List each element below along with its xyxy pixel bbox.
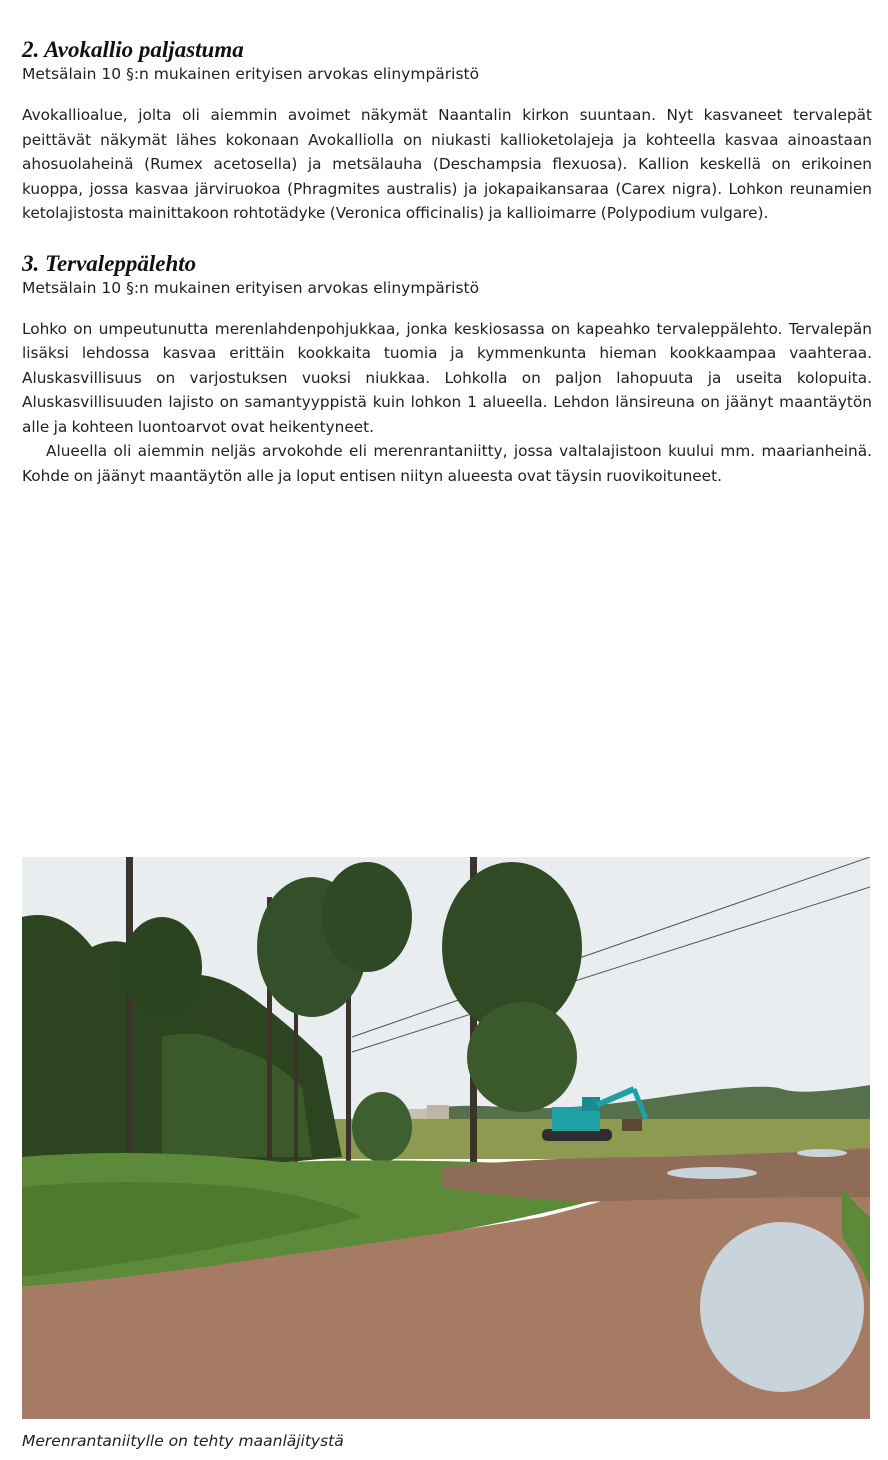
shrub [352,1092,412,1162]
figure-caption: Merenrantaniitylle on tehty maanläjitystä [22,1432,344,1450]
section-3-title: 3. Tervaleppälehto [22,250,197,276]
landscape-photo [22,857,870,1419]
section-3-subtitle: Metsälain 10 §:n mukainen erityisen arvokas elinympäristö [22,278,480,297]
puddle [797,1149,847,1157]
section-3-paragraph-1: Lohko on umpeutunutta merenlahdenpohjukkaa, jonka keskiosassa on kapeahko tervaleppälehto. Tervalepän lisäksi lehdossa kasvaa erittäin kookkaita tuomia ja kymmenkunta hieman kookkaampaa vaahteraa. Aluskasvillisuus on varjostuksen vuoksi niukkaa. Lohkolla on paljon lahopuuta ja useita kolopuita. Aluskasvillisuuden lajisto on samantyyppistä kuin lohkon 1 alueella. Lehdon länsireuna on jäänyt maantäytön alle ja kohteen luontoarvot ovat heikentyneet. [22,319,872,436]
tree-crown [122,917,202,1017]
section-2-subtitle: Metsälain 10 §:n mukainen erityisen arvokas elinympäristö [22,65,480,83]
photo-illustration [22,857,870,1419]
section-2-title: 2. Avokallio paljastuma [22,37,244,62]
puddle [667,1167,757,1179]
puddle [700,1222,864,1392]
tree-crown [322,862,412,972]
document-page [22,36,872,488]
section-2-paragraph: Avokallioalue, jolta oli aiemmin avoimet näkymät Naantalin kirkon suuntaan. Nyt kasvaneet tervalepät peittävät näkymät lähes kokonaan Avokalliolla on niukasti kallioketolajeja ja kohteella kasvaa ainoastaan ahosuolaheinä (Rumex acetosella) ja metsälauha (Deschampsia flexuosa). Kallion keskellä on erikoinen kuoppa, jossa kasvaa järviruokoa (Phragmites australis) ja jokapaikansaraa (Carex nigra). Lohkon reunamien ketolajistosta mainittakoon rohtotädyke (Veronica officinalis) ja kallioimarre (Polypodium vulgare). [22,106,872,222]
tree-trunk [126,857,133,1157]
tree-crown [467,1002,577,1112]
section-3-paragraph-2: Alueella oli aiemmin neljäs arvokohde eli merenrantaniitty, jossa valtalajistoon kuului mm. maarianheinä. Kohde on jäänyt maantäytön alle ja loput entisen niityn alueesta ovat täysin ruovikoituneet. [22,442,872,485]
